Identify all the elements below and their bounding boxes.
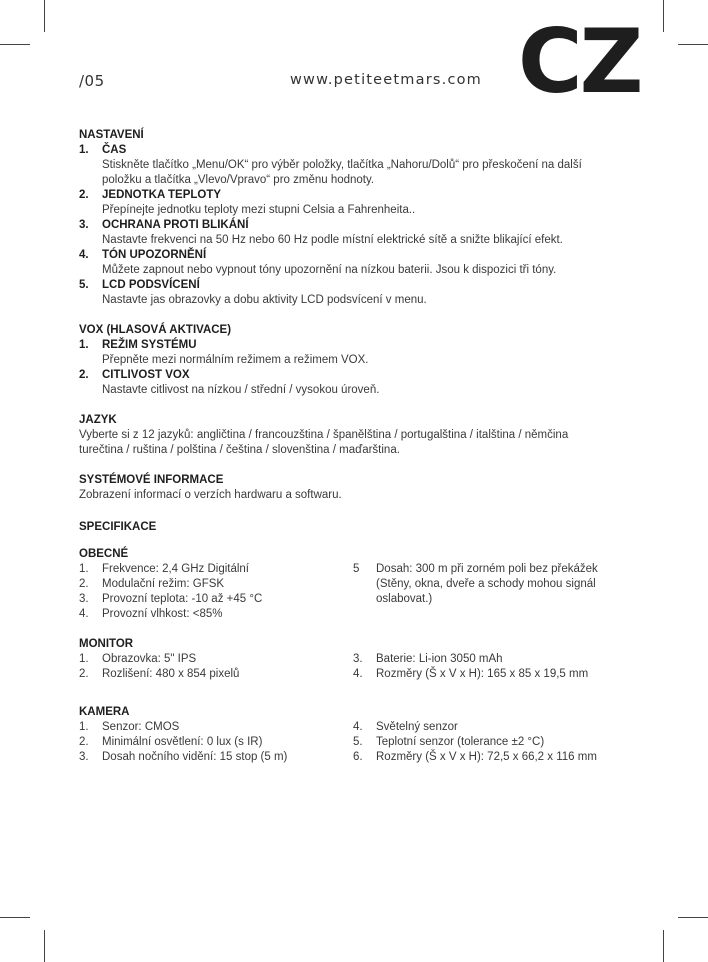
spec-number: 1. [79, 721, 89, 733]
spec-number: 4. [353, 668, 363, 680]
item-title: JEDNOTKA TEPLOTY [102, 189, 222, 201]
spec-text: Frekvence: 2,4 GHz Digitální [102, 563, 250, 575]
section-title-system-info: SYSTÉMOVÉ INFORMACE [79, 474, 224, 486]
crop-mark [663, 930, 664, 962]
spec-number: 2. [79, 578, 89, 590]
item-number: 2. [79, 189, 89, 201]
language-code: CZ [518, 10, 641, 113]
spec-number: 5 [353, 563, 360, 575]
website-url: www.petiteetmars.com [290, 72, 483, 88]
spec-number: 3. [353, 653, 363, 665]
spec-text: Teplotní senzor (tolerance ±2 °C) [376, 736, 545, 748]
spec-number: 2. [79, 668, 89, 680]
crop-mark [678, 917, 708, 918]
item-text: Můžete zapnout nebo vypnout tóny upozornění na nízkou baterii. Jsou k dispozici tři tóny. [102, 264, 557, 276]
crop-mark [663, 0, 664, 32]
crop-mark [0, 44, 30, 45]
spec-text: Světelný senzor [376, 721, 458, 733]
subsection-title-obecne: OBECNÉ [79, 548, 129, 560]
item-number: 3. [79, 219, 89, 231]
spec-number: 6. [353, 751, 363, 763]
item-title: ČAS [102, 144, 127, 156]
spec-text: Dosah nočního vidění: 15 stop (5 m) [102, 751, 288, 763]
item-title: LCD PODSVÍCENÍ [102, 279, 200, 291]
spec-text: Provozní teplota: -10 až +45 °C [102, 593, 263, 605]
spec-text: Minimální osvětlení: 0 lux (s IR) [102, 736, 263, 748]
item-text: Nastavte jas obrazovky a dobu aktivity LCD podsvícení v menu. [102, 294, 427, 306]
subsection-title-monitor: MONITOR [79, 638, 134, 650]
system-info-text: Zobrazení informací o verzích hardwaru a softwaru. [79, 489, 342, 501]
item-number: 1. [79, 144, 89, 156]
item-number: 2. [79, 369, 89, 381]
item-text: Přepínejte jednotku teploty mezi stupni Celsia a Fahrenheita.. [102, 204, 416, 216]
item-text: Nastavte frekvenci na 50 Hz nebo 60 Hz podle místní elektrické sítě a snižte blikající efekt. [102, 234, 563, 246]
spec-number: 1. [79, 563, 89, 575]
item-title: REŽIM SYSTÉMU [102, 339, 197, 351]
item-number: 1. [79, 339, 89, 351]
spec-text: Rozlišení: 480 x 854 pixelů [102, 668, 240, 680]
section-title-specifikace: SPECIFIKACE [79, 521, 157, 533]
subsection-title-kamera: KAMERA [79, 706, 130, 718]
spec-number: 5. [353, 736, 363, 748]
section-title-vox: VOX (HLASOVÁ AKTIVACE) [79, 324, 232, 336]
item-title: OCHRANA PROTI BLIKÁNÍ [102, 219, 249, 231]
spec-number: 4. [79, 608, 89, 620]
item-text: položku a tlačítka „Vlevo/Vpravo“ pro změnu hodnoty. [102, 174, 375, 186]
item-title: CITLIVOST VOX [102, 369, 190, 381]
section-title-nastaveni: NASTAVENÍ [79, 129, 144, 141]
item-title: TÓN UPOZORNĚNÍ [102, 249, 207, 261]
jazyk-text: turečtina / ruština / polština / čeština / slovenština / maďarština. [79, 444, 400, 456]
page-number: /05 [79, 72, 105, 90]
crop-mark [0, 917, 30, 918]
crop-mark [44, 0, 45, 32]
item-text: Nastavte citlivost na nízkou / střední / vysokou úroveň. [102, 384, 380, 396]
spec-text: Rozměry (Š x V x H): 72,5 x 66,2 x 116 mm [376, 751, 597, 763]
spec-text: Dosah: 300 m při zorném poli bez překážek [376, 563, 598, 575]
spec-text: Modulační režim: GFSK [102, 578, 225, 590]
spec-number: 2. [79, 736, 89, 748]
spec-text: Provozní vlhkost: <85% [102, 608, 223, 620]
item-text: Přepněte mezi normálním režimem a režimem VOX. [102, 354, 369, 366]
item-number: 5. [79, 279, 89, 291]
spec-text: Senzor: CMOS [102, 721, 180, 733]
item-text: Stiskněte tlačítko „Menu/OK“ pro výběr položky, tlačítka „Nahoru/Dolů“ pro přeskočení na další [102, 159, 582, 171]
item-number: 4. [79, 249, 89, 261]
jazyk-text: Vyberte si z 12 jazyků: angličtina / francouzština / španělština / portugalština / italština / němčina [79, 429, 569, 441]
spec-number: 4. [353, 721, 363, 733]
spec-text: oslabovat.) [376, 593, 433, 605]
spec-text: Obrazovka: 5" IPS [102, 653, 197, 665]
crop-mark [678, 44, 708, 45]
spec-number: 3. [79, 593, 89, 605]
crop-mark [44, 930, 45, 962]
spec-text: (Stěny, okna, dveře a schody mohou signál [376, 578, 596, 590]
spec-text: Baterie: Li-ion 3050 mAh [376, 653, 503, 665]
section-title-jazyk: JAZYK [79, 414, 117, 426]
spec-number: 1. [79, 653, 89, 665]
spec-number: 3. [79, 751, 89, 763]
spec-text: Rozměry (Š x V x H): 165 x 85 x 19,5 mm [376, 668, 589, 680]
